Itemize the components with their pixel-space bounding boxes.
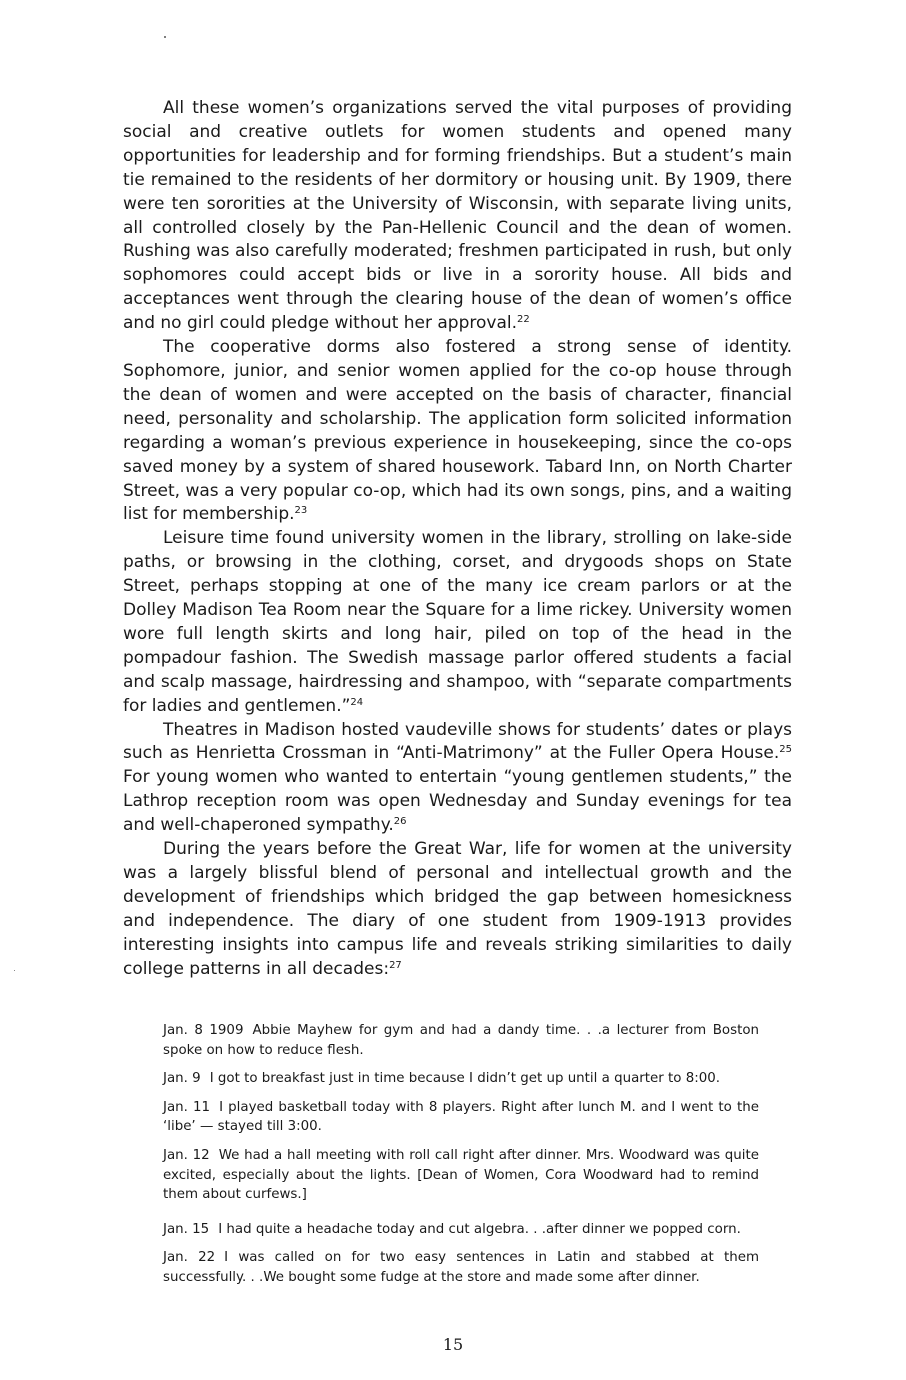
diary-date: Jan. 8 1909 — [163, 1023, 244, 1038]
diary-text: We had a hall meeting with roll call right after dinner. Mrs. Woodward was quite excited, especially about the lights. [Dean of Women, Cora Woodward had to remind them about curfews.] — [163, 1147, 759, 1203]
diary-entry — [163, 1021, 759, 1060]
diary-entry — [163, 1069, 759, 1089]
paragraph — [123, 838, 792, 981]
paragraph — [123, 527, 792, 718]
footnote-ref: 26 — [393, 816, 407, 828]
diary-text: Abbie Mayhew for gym and had a dandy time. . .a lecturer from Boston spoke on how to reduce flesh. — [163, 1023, 759, 1058]
paragraph — [123, 336, 792, 527]
footnote-ref: 27 — [389, 959, 402, 971]
diary-date: Jan. 15 — [163, 1221, 210, 1237]
scan-speck — [14, 970, 15, 971]
diary-text: I was called on for two easy sentences in Latin and stabbed at them successfully. . .We bought some fudge at the store and made some after dinner. — [163, 1250, 759, 1285]
paragraph-text: Theatres in Madison hosted vaudeville shows for students’ dates or plays such as Henrietta Crossman in “Anti-Matrimony” at the Fuller Opera House. — [123, 719, 792, 764]
paragraph-text: All these women’s organizations served the vital purposes of providing social and creative outlets for women students and opened many opportunities for leadership and for forming friendships. But a student’s main tie remained to the residents of her dormitory or housing unit. By 1909, there were ten sororities at the University of Wisconsin, with separate living units, all controlled closely by the Pan-Hellenic Council and the dean of women. Rushing was also carefully moderated; freshmen participated in rush, but only sophomores could accept bids or live in a sorority house. All bids and acceptances went through the clearing house of the dean of women’s office and no girl could pledge without her approval. — [123, 98, 792, 334]
diary-entry — [163, 1248, 759, 1287]
footnote-ref: 24 — [350, 696, 364, 708]
diary-text: I played basketball today with 8 players. Right after lunch M. and I went to the ‘libe’ — stayed till 3:00. — [163, 1099, 759, 1135]
footnote-ref: 25 — [779, 744, 792, 756]
page-number: 15 — [442, 1335, 464, 1354]
paragraph-text: For young women who wanted to entertain “young gentlemen students,” the Lathrop reception room was open Wednesday and Sunday evenings for tea and well-chaperoned sympathy. — [123, 767, 792, 836]
diary-text: I had quite a headache today and cut algebra. . .after dinner we popped corn. — [218, 1221, 741, 1237]
diary-date: Jan. 9 — [163, 1071, 201, 1087]
paragraph — [123, 719, 792, 839]
diary-date: Jan. 11 — [163, 1099, 211, 1115]
diary-entry — [163, 1098, 759, 1137]
diary-text: I got to breakfast just in time because I didn’t get up until a quarter to 8:00. — [209, 1071, 721, 1087]
footnote-ref: 23 — [294, 505, 308, 517]
footnote-ref: 22 — [517, 314, 530, 326]
body-text — [123, 97, 792, 982]
diary-excerpt — [163, 1021, 759, 1297]
scan-speck — [164, 36, 166, 38]
diary-entry — [163, 1146, 759, 1205]
paragraph — [123, 97, 792, 336]
paragraph-text: The cooperative dorms also fostered a strong sense of identity. Sophomore, junior, and senior women applied for the co-op house through the dean of women and were accepted on the basis of character, financial need, personality and scholarship. The application form solicited information regarding a woman’s previous experience in housekeeping, since the co-ops saved money by a system of shared housework. Tabard Inn, on North Charter Street, was a very popular co-op, which had its own songs, pins, and a waiting list for membership. — [123, 337, 792, 525]
diary-entry — [163, 1220, 759, 1240]
diary-date: Jan. 12 — [163, 1147, 210, 1163]
paragraph-text: During the years before the Great War, life for women at the university was a largely blissful blend of personal and intellectual growth and the development of friendships which bridged the gap between homesickness and independence. The diary of one student from 1909-1913 provides interesting insights into campus life and reveals striking similarities to daily college patterns in all decades: — [123, 839, 792, 979]
diary-date: Jan. 22 — [163, 1250, 216, 1266]
paragraph-text: Leisure time found university women in the library, strolling on lake-side paths, or browsing in the clothing, corset, and drygoods shops on State Street, perhaps stopping at one of the many ice cream parlors or at the Dolley Madison Tea Room near the Square for a lime rickey. University women wore full length skirts and long hair, piled on top of the head in the pompadour fashion. The Swedish massage parlor offered students a facial and scalp massage, hairdressing and shampoo, with “separate compartments for ladies and gentlemen.” — [123, 528, 792, 716]
